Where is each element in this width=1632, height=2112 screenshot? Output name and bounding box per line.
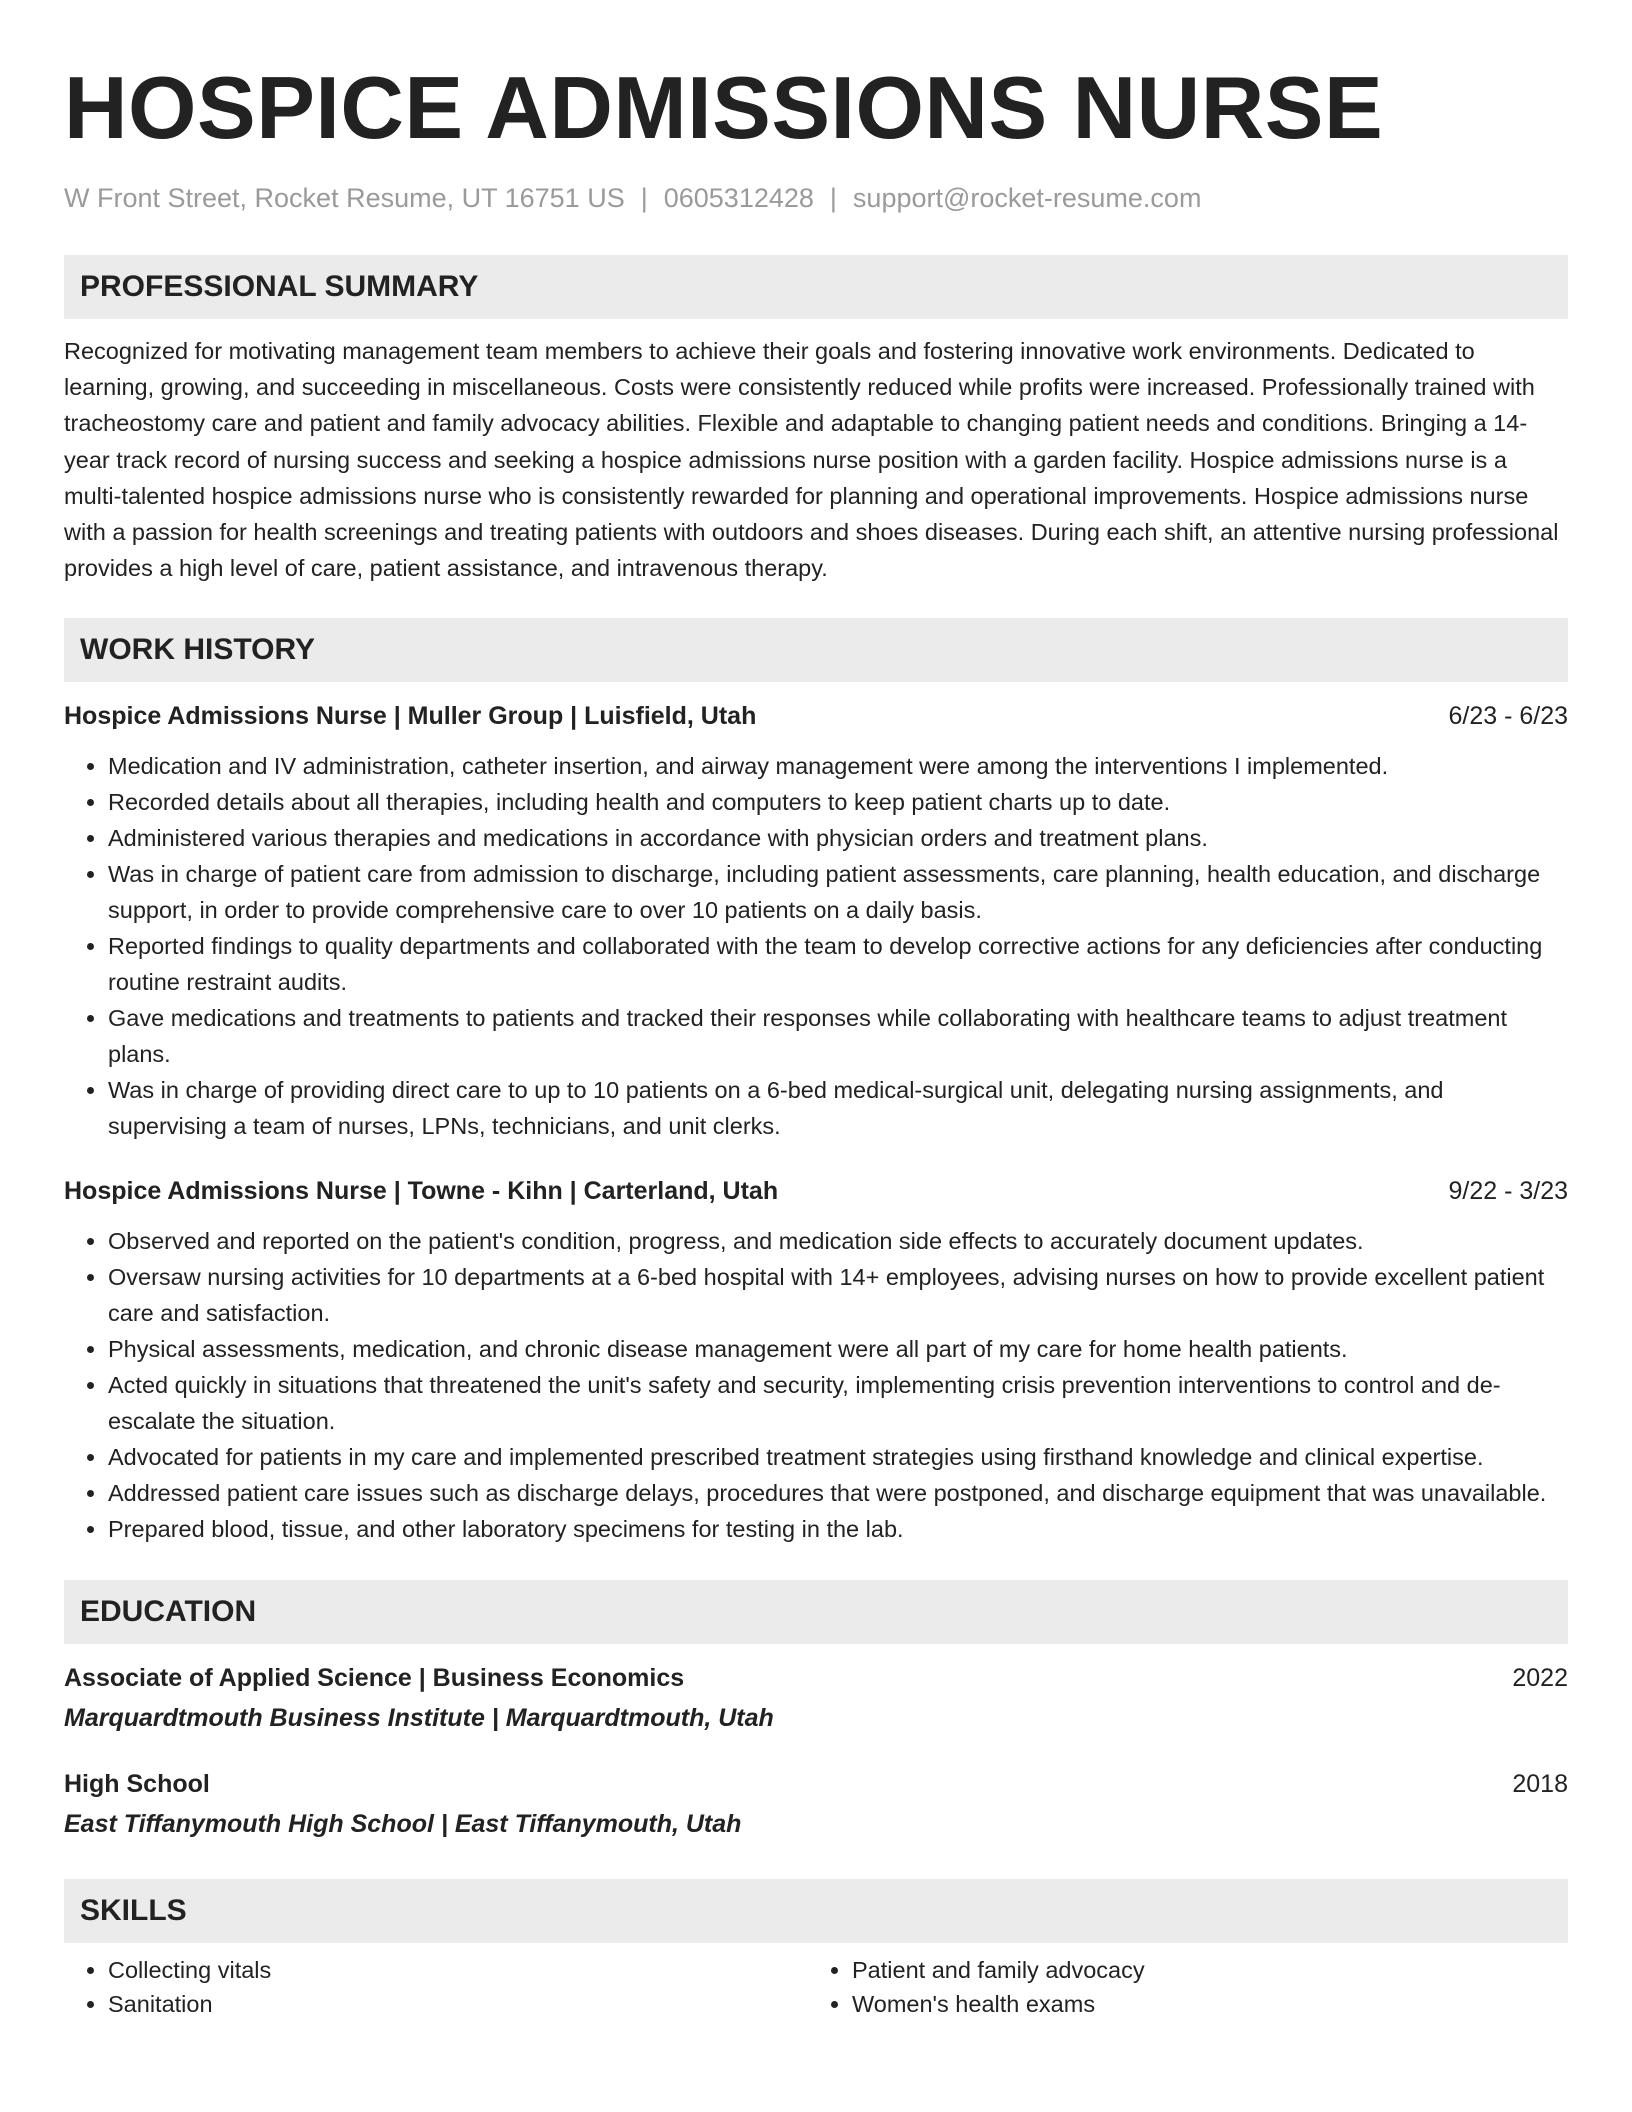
job-entry xyxy=(64,698,1568,1144)
skills-list xyxy=(64,1953,1568,2021)
job-bullet: • Was in charge of patient care from admission to discharge, including patient assessments, care planning, health education, and discharge support, in order to provide comprehensive care to over 10 patients on a daily basis. xyxy=(108,856,1568,928)
skill-item: • Women's health exams xyxy=(852,1987,1552,2021)
education-entry xyxy=(64,1660,1568,1736)
contact-separator: | xyxy=(829,183,837,213)
job-bullet: • Observed and reported on the patient's condition, progress, and medication side effects to accurately document updates. xyxy=(108,1223,1568,1259)
job-entry xyxy=(64,1173,1568,1547)
education-header xyxy=(64,1660,1568,1696)
skills-column-left xyxy=(64,1953,808,2021)
job-dates: 6/23 - 6/23 xyxy=(1448,702,1568,731)
job-bullet: • Addressed patient care issues such as discharge delays, procedures that were postponed, and discharge equipment that was unavailable. xyxy=(108,1475,1568,1511)
job-bullet: • Oversaw nursing activities for 10 departments at a 6-bed hospital with 14+ employees, advising nurses on how to provide excellent patient care and satisfaction. xyxy=(108,1259,1568,1331)
job-bullet: • Acted quickly in situations that threatened the unit's safety and security, implementing crisis prevention interventions to control and de-escalate the situation. xyxy=(108,1367,1568,1439)
job-title: Hospice Admissions Nurse | Muller Group | Luisfield, Utah xyxy=(64,702,757,731)
job-dates: 9/22 - 3/23 xyxy=(1448,1177,1568,1206)
job-bullets xyxy=(64,1223,1568,1547)
education-school: Marquardtmouth Business Institute | Marquardtmouth, Utah xyxy=(64,1704,774,1733)
contact-email: support@rocket-resume.com xyxy=(852,183,1202,213)
section-heading-summary: PROFESSIONAL SUMMARY xyxy=(64,255,1568,319)
job-bullet: • Advocated for patients in my care and implemented prescribed treatment strategies using firsthand knowledge and clinical expertise. xyxy=(108,1439,1568,1475)
section-heading-education: EDUCATION xyxy=(64,1580,1568,1644)
education-degree: High School xyxy=(64,1770,210,1799)
job-bullet: • Was in charge of providing direct care to up to 10 patients on a 6-bed medical-surgical unit, delegating nursing assignments, and supervising a team of nurses, LPNs, technicians, and unit clerks. xyxy=(108,1072,1568,1144)
contact-address: W Front Street, Rocket Resume, UT 16751 US xyxy=(64,183,625,213)
job-bullet: • Physical assessments, medication, and chronic disease management were all part of my care for home health patients. xyxy=(108,1331,1568,1367)
summary-text: Recognized for motivating management team members to achieve their goals and fostering innovative work environments. Dedicated to learning, growing, and succeeding in miscellaneous. Costs were consistently reduced while profits were increased. Professionally trained with tracheostomy care and patient and family advocacy abilities. Flexible and adaptable to changing patient needs and conditions. Bringing a 14-year track record of nursing success and seeking a hospice admissions nurse position with a garden facility. Hospice admissions nurse is a multi-talented hospice admissions nurse who is consistently rewarded for planning and operational improvements. Hospice admissions nurse with a passion for health screenings and treating patients with outdoors and shoes diseases. During each shift, an attentive nursing professional provides a high level of care, patient assistance, and intravenous therapy. xyxy=(64,338,1559,582)
job-bullet: • Gave medications and treatments to patients and tracked their responses while collaborating with healthcare teams to adjust treatment plans. xyxy=(108,1000,1568,1072)
job-bullet: • Administered various therapies and medications in accordance with physician orders and treatment plans. xyxy=(108,820,1568,856)
skill-item: • Sanitation xyxy=(108,1987,808,2021)
skill-item: • Patient and family advocacy xyxy=(852,1953,1552,1987)
skill-item: • Collecting vitals xyxy=(108,1953,808,1987)
education-degree: Associate of Applied Science | Business Economics xyxy=(64,1664,685,1693)
education-year: 2018 xyxy=(1512,1770,1568,1799)
section-heading-work-history: WORK HISTORY xyxy=(64,618,1568,682)
education-year: 2022 xyxy=(1512,1664,1568,1693)
contact-phone: 0605312428 xyxy=(663,183,814,213)
education-entry xyxy=(64,1766,1568,1842)
contact-separator: | xyxy=(640,183,648,213)
job-bullet: • Prepared blood, tissue, and other laboratory specimens for testing in the lab. xyxy=(108,1511,1568,1547)
job-header xyxy=(64,1173,1568,1209)
job-bullets xyxy=(64,748,1568,1144)
job-bullet: • Reported findings to quality departments and collaborated with the team to develop corrective actions for any deficiencies after conducting routine restraint audits. xyxy=(108,928,1568,1000)
skills-column-right xyxy=(808,1953,1552,2021)
job-header xyxy=(64,698,1568,734)
education-school: East Tiffanymouth High School | East Tiffanymouth, Utah xyxy=(64,1810,742,1839)
job-bullet: • Recorded details about all therapies, including health and computers to keep patient charts up to date. xyxy=(108,784,1568,820)
job-bullet: • Medication and IV administration, catheter insertion, and airway management were among the interventions I implemented. xyxy=(108,748,1568,784)
contact-line xyxy=(64,180,1568,216)
job-title: Hospice Admissions Nurse | Towne - Kihn | Carterland, Utah xyxy=(64,1177,779,1206)
education-header xyxy=(64,1766,1568,1802)
section-heading-skills: SKILLS xyxy=(64,1879,1568,1943)
resume-name: HOSPICE ADMISSIONS NURSE xyxy=(64,58,1384,157)
